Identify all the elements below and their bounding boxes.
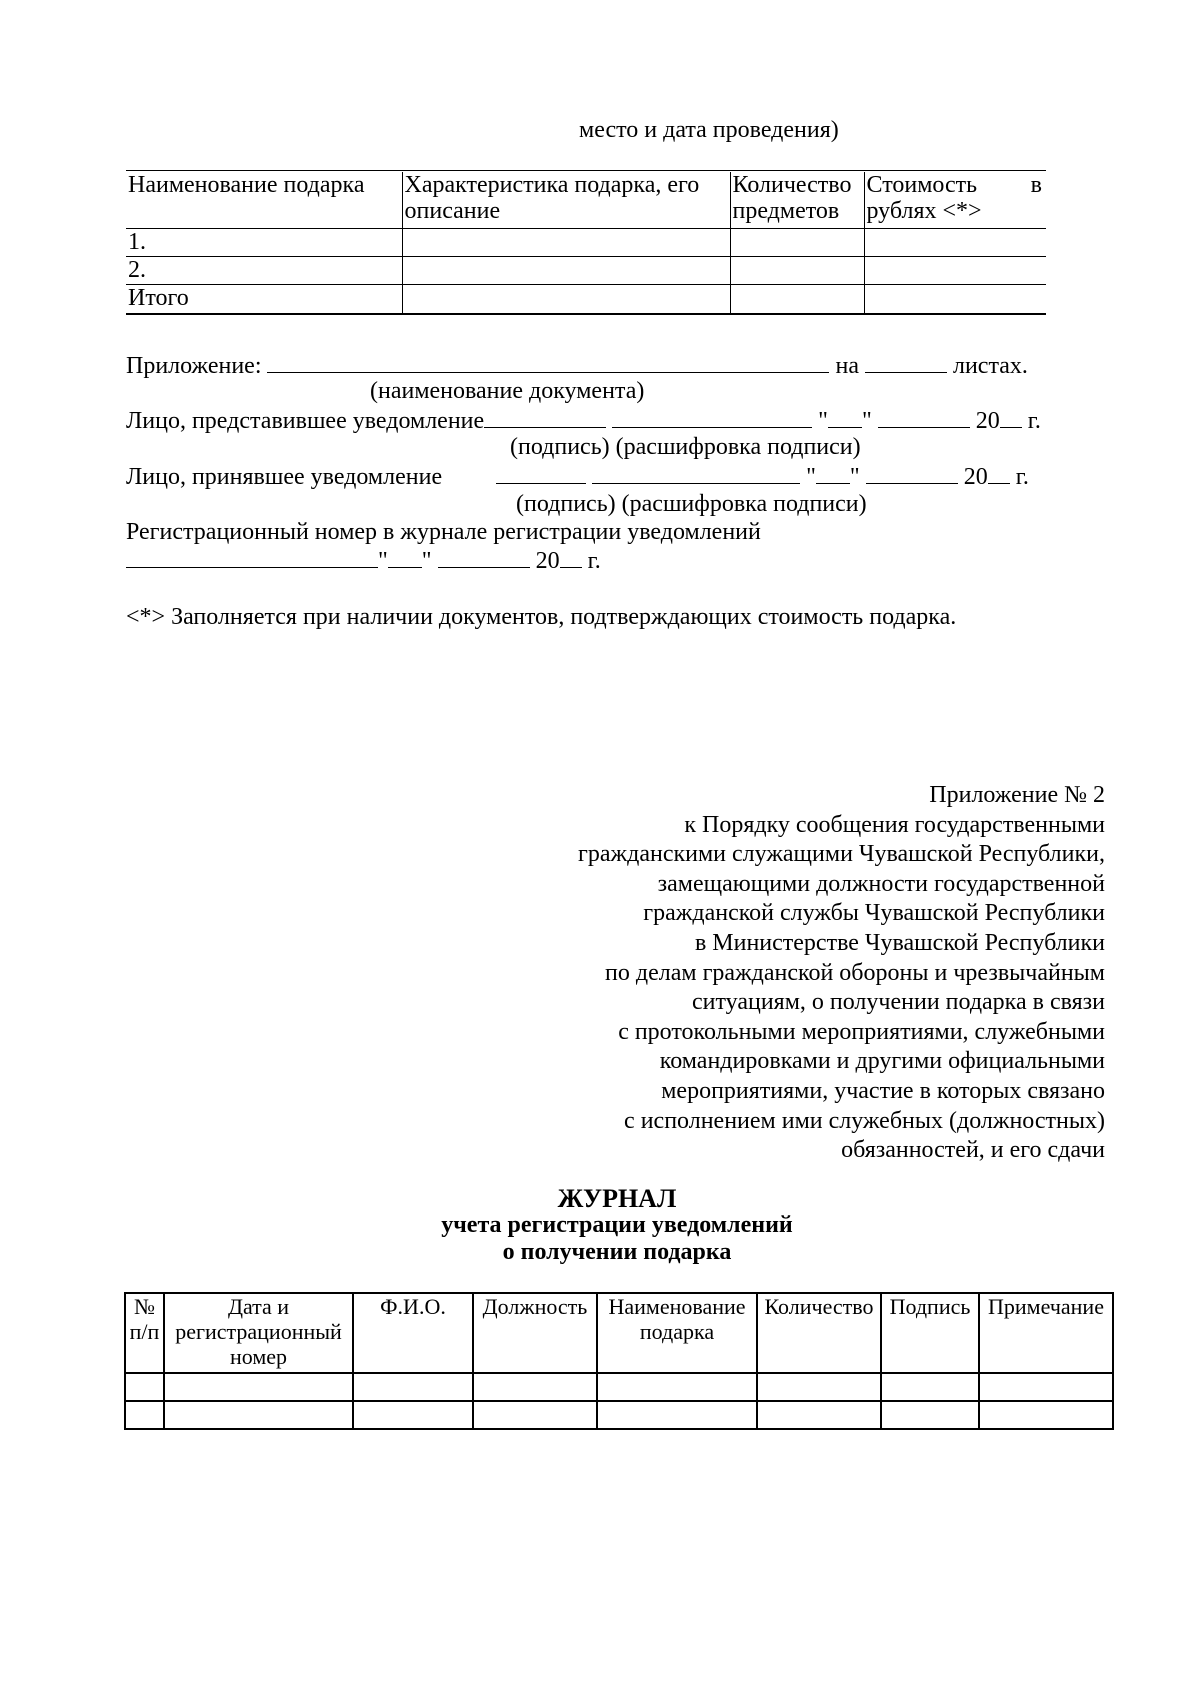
event-place-date-caption: место и дата проведения) [579,117,839,143]
journal-table [124,1292,1114,1430]
gift-row-cell [730,229,864,257]
quote-close: " [421,548,432,574]
appendix-line: с исполнением ими служебных (должностных) [624,1107,1105,1134]
gift-row-cell [402,285,730,315]
journal-cell [353,1401,473,1429]
submitter-hints [510,434,861,461]
appendix-line: по делам гражданской обороны и чрезвычайным [605,959,1105,986]
appendix-line: в Министерстве Чувашской Республики [694,929,1105,956]
quote-open: " [818,408,828,434]
journal-col-text: Подпись [889,1294,971,1319]
submitter-signature-blank [484,407,606,428]
journal-header-row [125,1293,1113,1373]
journal-col-text: Должность [482,1294,588,1319]
gift-cost-header-rub: рублях <*> [866,198,982,224]
gift-quantity-header: Количество предметов [730,172,864,229]
attachment-hint: (наименование документа) [370,378,645,404]
gift-cost-header-word: Стоимость [866,172,978,198]
year-blank [1000,407,1022,428]
attachment-line [126,352,1028,380]
journal-col-note [979,1293,1113,1373]
quote-open: " [378,548,388,574]
journal-title: ЖУРНАЛ [557,1184,677,1213]
submitter-decoding-blank [612,407,812,428]
submitter-label: Лицо, представившее уведомление [126,408,485,434]
journal-cell [597,1401,757,1429]
year-suffix: г. [587,548,601,574]
gift-row-cell [864,257,1046,285]
journal-col-text: Наименование [608,1294,746,1319]
appendix-line: с протокольными мероприятиями, служебными [618,1018,1105,1045]
receiver-signature-blank [496,463,586,484]
year-prefix: 20 [535,548,560,574]
appendix-line: ситуациям, о получении подарка в связи [691,989,1105,1016]
appendix-line: к Порядку сообщения государственными [684,811,1105,838]
day-blank [816,463,850,484]
journal-cell [979,1401,1113,1429]
gift-description-header: Характеристика подарка, его описание [402,172,730,229]
journal-cell [125,1373,164,1401]
journal-col-text: п/п [129,1319,160,1344]
receiver-line [126,463,1029,491]
journal-cell [757,1373,881,1401]
journal-col-text: Примечание [988,1294,1104,1319]
gift-table-header [126,172,1046,229]
journal-col-position [473,1293,597,1373]
day-blank [388,547,422,568]
journal-cell [164,1373,353,1401]
receiver-label: Лицо, принявшее уведомление [126,464,443,490]
year-suffix: г. [1027,408,1041,434]
appendix-header [578,781,1105,1166]
journal-col-text: № [134,1294,155,1319]
journal-cell [353,1373,473,1401]
registration-number-blank [126,547,378,568]
quote-open: " [806,464,816,490]
attachment-sheets-blank [865,352,947,373]
submitter-line [126,407,1041,435]
gift-row-cell [864,229,1046,257]
journal-empty-row [125,1401,1113,1429]
gift-row-cell [864,285,1046,315]
gift-name-header: Наименование подарка [126,172,402,229]
journal-subtitle: о получении подарка [502,1239,732,1265]
journal-cell [881,1373,979,1401]
journal-col-gift-name [597,1293,757,1373]
month-blank [878,407,970,428]
journal-col-fio [353,1293,473,1373]
journal-col-text: Количество [764,1294,874,1319]
journal-col-quantity [757,1293,881,1373]
journal-cell [757,1401,881,1429]
journal-cell [473,1401,597,1429]
attachment-sheets-word: листах. [952,353,1028,379]
gift-table-row [126,229,1046,257]
gift-table-row [126,257,1046,285]
journal-col-text: подарка [639,1319,715,1344]
gift-table [126,172,1046,315]
gift-cost-header-in: в [1030,172,1042,198]
journal-col-text: Дата и [227,1294,290,1319]
journal-cell [597,1373,757,1401]
attachment-document-blank [267,352,829,373]
appendix-line: гражданскими служащими Чувашской Республики, [578,841,1105,868]
appendix-line: замещающими должности государственной [657,870,1105,897]
journal-cell [473,1373,597,1401]
journal-empty-row [125,1373,1113,1401]
registration-line [126,547,601,575]
footnote: <*> Заполняется при наличии документов, подтверждающих стоимость подарка. [126,604,957,630]
decoding-hint: (расшифровка подписи) [621,491,867,517]
journal-cell [979,1373,1113,1401]
day-blank [828,407,862,428]
registration-label: Регистрационный номер в журнале регистрации уведомлений [126,519,761,545]
journal-col-number [125,1293,164,1373]
journal-cell [125,1401,164,1429]
journal-cell [881,1401,979,1429]
gift-row-cell [402,229,730,257]
month-blank [438,547,530,568]
gift-cost-header [864,172,1046,229]
appendix-line: мероприятиями, участие в которых связано [661,1077,1105,1104]
gift-table-total-row [126,285,1046,315]
month-blank [866,463,958,484]
receiver-hints [516,491,867,518]
quote-close: " [849,464,860,490]
attachment-label: Приложение: [126,353,262,379]
gift-row-cell [730,285,864,315]
receiver-decoding-blank [592,463,800,484]
gift-row-label: 1. [126,229,402,257]
signature-hint: (подпись) [516,491,616,517]
attachment-on-word: на [835,353,859,379]
year-prefix: 20 [963,464,988,490]
gift-table-top-line [126,170,1046,171]
gift-row-cell [402,257,730,285]
journal-col-text: Ф.И.О. [380,1294,446,1319]
signature-hint: (подпись) [510,434,610,460]
decoding-hint: (расшифровка подписи) [615,434,861,460]
year-blank [560,547,582,568]
appendix-line: Приложение № 2 [929,782,1105,808]
appendix-line: обязанностей, и его сдачи [841,1137,1105,1164]
journal-cell [164,1401,353,1429]
journal-col-date [164,1293,353,1373]
appendix-line: гражданской службы Чувашской Республики [643,900,1105,927]
year-suffix: г. [1015,464,1029,490]
journal-col-text: номер [229,1344,288,1369]
quote-close: " [861,408,872,434]
year-prefix: 20 [975,408,1000,434]
gift-row-cell [730,257,864,285]
appendix-line: командировками и другими официальными [659,1048,1105,1075]
journal-col-signature [881,1293,979,1373]
journal-col-text: регистрационный [175,1319,342,1344]
journal-heading [0,1185,1200,1266]
journal-subtitle: учета регистрации уведомлений [441,1212,793,1238]
gift-row-label: 2. [126,257,402,285]
year-blank [988,463,1010,484]
gift-total-label: Итого [126,285,402,315]
